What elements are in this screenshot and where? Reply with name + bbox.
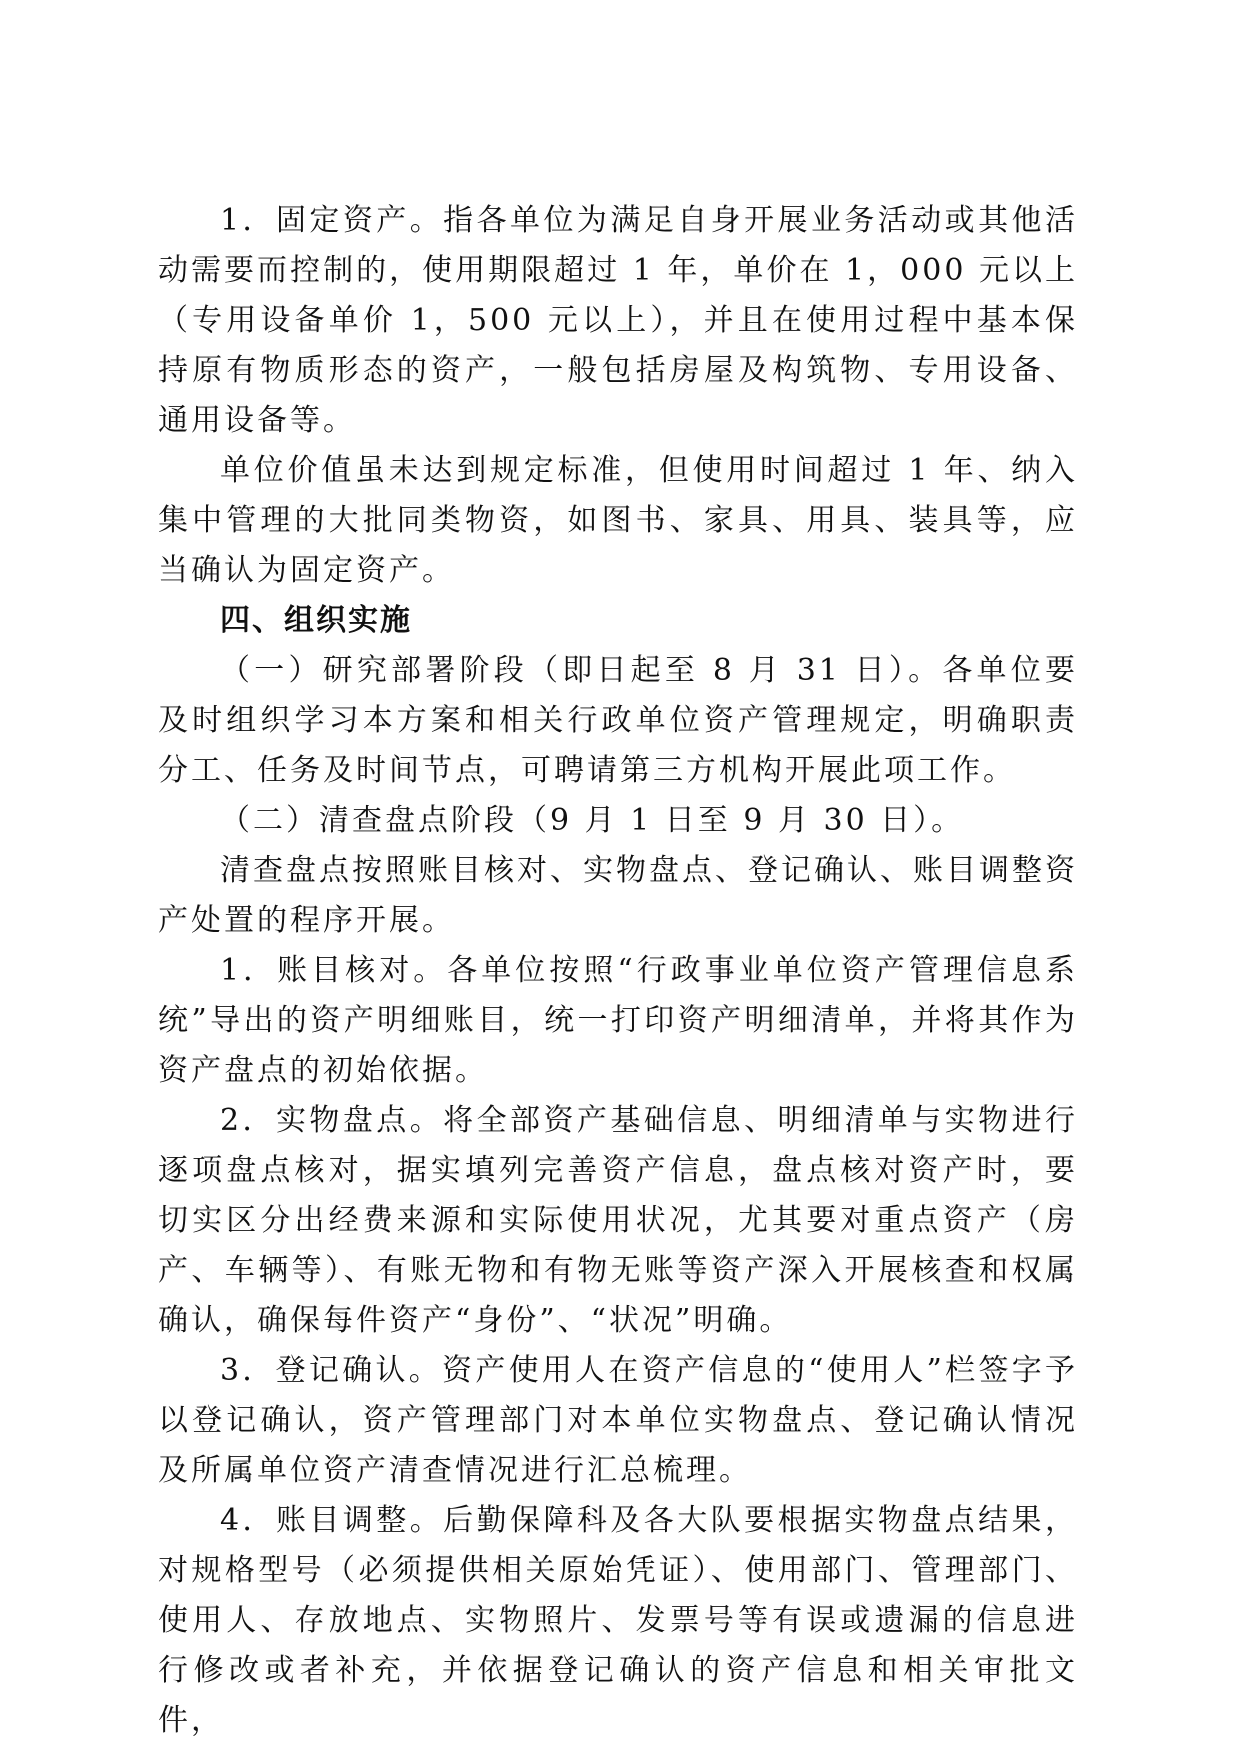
paragraph-inventory-procedure: 清查盘点按照账目核对、实物盘点、登记确认、账目调整资产处置的程序开展。 [158,853,1078,938]
paragraph-physical-inventory: 2．实物盘点。将全部资产基础信息、明细清单与实物进行逐项盘点核对，据实填列完善资产信息，盘点核对资产时，要切实区分出经费来源和实际使用状况，尤其要对重点资产（房产、车辆等）、有账无物和有物无账等资产深入开展核查和权属确认，确保每件资产“身份”、“状况”明确。 [158,1103,1078,1338]
paragraph-registration: 3．登记确认。资产使用人在资产信息的“使用人”栏签字予以登记确认，资产管理部门对本单位实物盘点、登记确认情况及所属单位资产清查情况进行汇总梳理。 [158,1353,1078,1488]
paragraph-stage-two: （二）清查盘点阶段（9 月 1 日至 9 月 30 日）。 [220,803,965,838]
section-heading-organization: 四、组织实施 [220,603,412,638]
paragraph-account-adjustment: 4．账目调整。后勤保障科及各大队要根据实物盘点结果，对规格型号（必须提供相关原始凭证）、使用部门、管理部门、使用人、存放地点、实物照片、发票号等有误或遗漏的信息进行修改或者补充，并依据登记确认的资产信息和相关审批文件， [158,1503,1078,1738]
document-body [158,196,1078,1746]
paragraph-fixed-assets-definition: 1．固定资产。指各单位为满足自身开展业务活动或其他活动需要而控制的，使用期限超过 1 年，单价在 1，000 元以上（专用设备单价 1，500 元以上），并且在使用过程中基本保持原有物质形态的资产，一般包括房屋及构筑物、专用设备、通用设备等。 [158,203,1078,438]
paragraph-stage-one: （一）研究部署阶段（即日起至 8 月 31 日）。各单位要及时组织学习本方案和相关行政单位资产管理规定，明确职责分工、任务及时间节点，可聘请第三方机构开展此项工作。 [158,653,1078,788]
paragraph-bulk-items: 单位价值虽未达到规定标准，但使用时间超过 1 年、纳入集中管理的大批同类物资，如图书、家具、用具、装具等，应当确认为固定资产。 [158,453,1078,588]
paragraph-account-check: 1．账目核对。各单位按照“行政事业单位资产管理信息系统”导出的资产明细账目，统一打印资产明细清单，并将其作为资产盘点的初始依据。 [158,953,1078,1088]
